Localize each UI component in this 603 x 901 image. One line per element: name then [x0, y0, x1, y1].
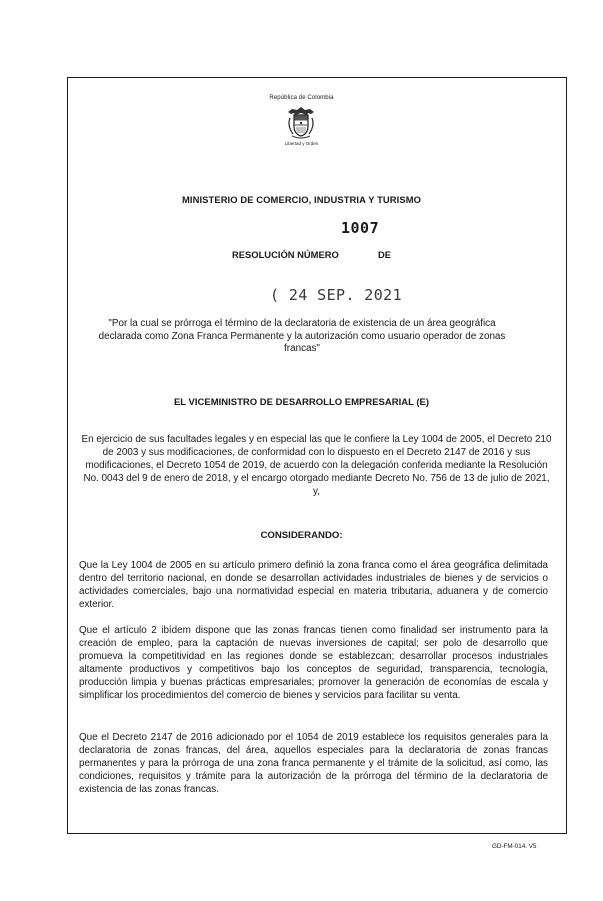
issuer-powers-paragraph: En ejercicio de sus facultades legales y en especial las que le confiere la Ley 1004 de 2005, el Decreto 210 de 2003 y sus modificaciones, de conformidad con lo dispuesto en el Decreto 2147 de 2016 y sus modificaciones, el Decreto 1054 de 2019, de acuerdo con la delegación conferida mediante la Resolución No. 0043 del 9 de enero de 2018, y el encargo otorgado mediante Decreto No. 756 de 13 de julio de 2021, y, — [81, 434, 552, 497]
considerando-paragraph: Que el Decreto 2147 de 2016 adicionado por el 1054 de 2019 establece los requisitos generales para la declaratoria de zonas francas, del área, aquellos especiales para la declaratoria de zonas francas permanentes y para la prórroga de una zona franca permanente y el trámite de la solicitud, así como, las condiciones, requisitos y trámite para la autorización de la prórroga del término de la declaratoria de existencia de las zonas francas. — [79, 732, 548, 796]
colombia-coat-of-arms-icon — [283, 104, 319, 140]
ministry-name: MINISTERIO DE COMERCIO, INDUSTRIA Y TURISMO — [181, 194, 422, 205]
considerando-paragraph: Que el artículo 2 ibídem dispone que las zonas francas tienen como finalidad ser instrumento para la creación de empleo, para la captación de nuevas inversiones de capital; ser polo de desarrollo que promueva la competitividad en las regiones donde se establezcan; desarrollar procesos industriales altamente productivos y competitivos bajo los conceptos de seguridad, transparencia, tecnología, producción limpia y buenas prácticas empresariales; promover la generación de economías de escala y simplificar los procedimientos del comercio de bienes y servicios para facilitar su venta. — [79, 625, 548, 702]
motto-label: Libertad y Orden — [284, 141, 319, 146]
resolution-title: "Por la cual se prórroga el término de la declaratoria de existencia de un área geográfica declarada como Zona Franca Permanente y la autorización como usuario operador de zonas francas" — [98, 318, 506, 354]
resolution-de-label: DE — [378, 249, 392, 260]
issuer-heading: EL VICEMINISTRO DE DESARROLLO EMPRESARIAL (E) — [173, 397, 430, 408]
considerando-paragraph: Que la Ley 1004 de 2005 en su artículo primero definió la zona franca como el área geográfica delimitada dentro del territorio nacional, en donde se desarrollan actividades industriales de bienes y de servicios o actividades comerciales, bajo una normatividad especial en materia tributaria, aduanera y de comercio exterior. — [79, 560, 548, 611]
considerando-heading: CONSIDERANDO: — [260, 530, 343, 541]
form-code: GD-FM-014. V5 — [492, 843, 537, 850]
resolution-date-stamp: ( 24 SEP. 2021 — [270, 286, 403, 304]
republic-label: República de Colombia — [269, 95, 334, 101]
resolution-number: 1007 — [341, 219, 380, 237]
resolution-label: RESOLUCIÓN NÚMERO — [232, 249, 339, 260]
